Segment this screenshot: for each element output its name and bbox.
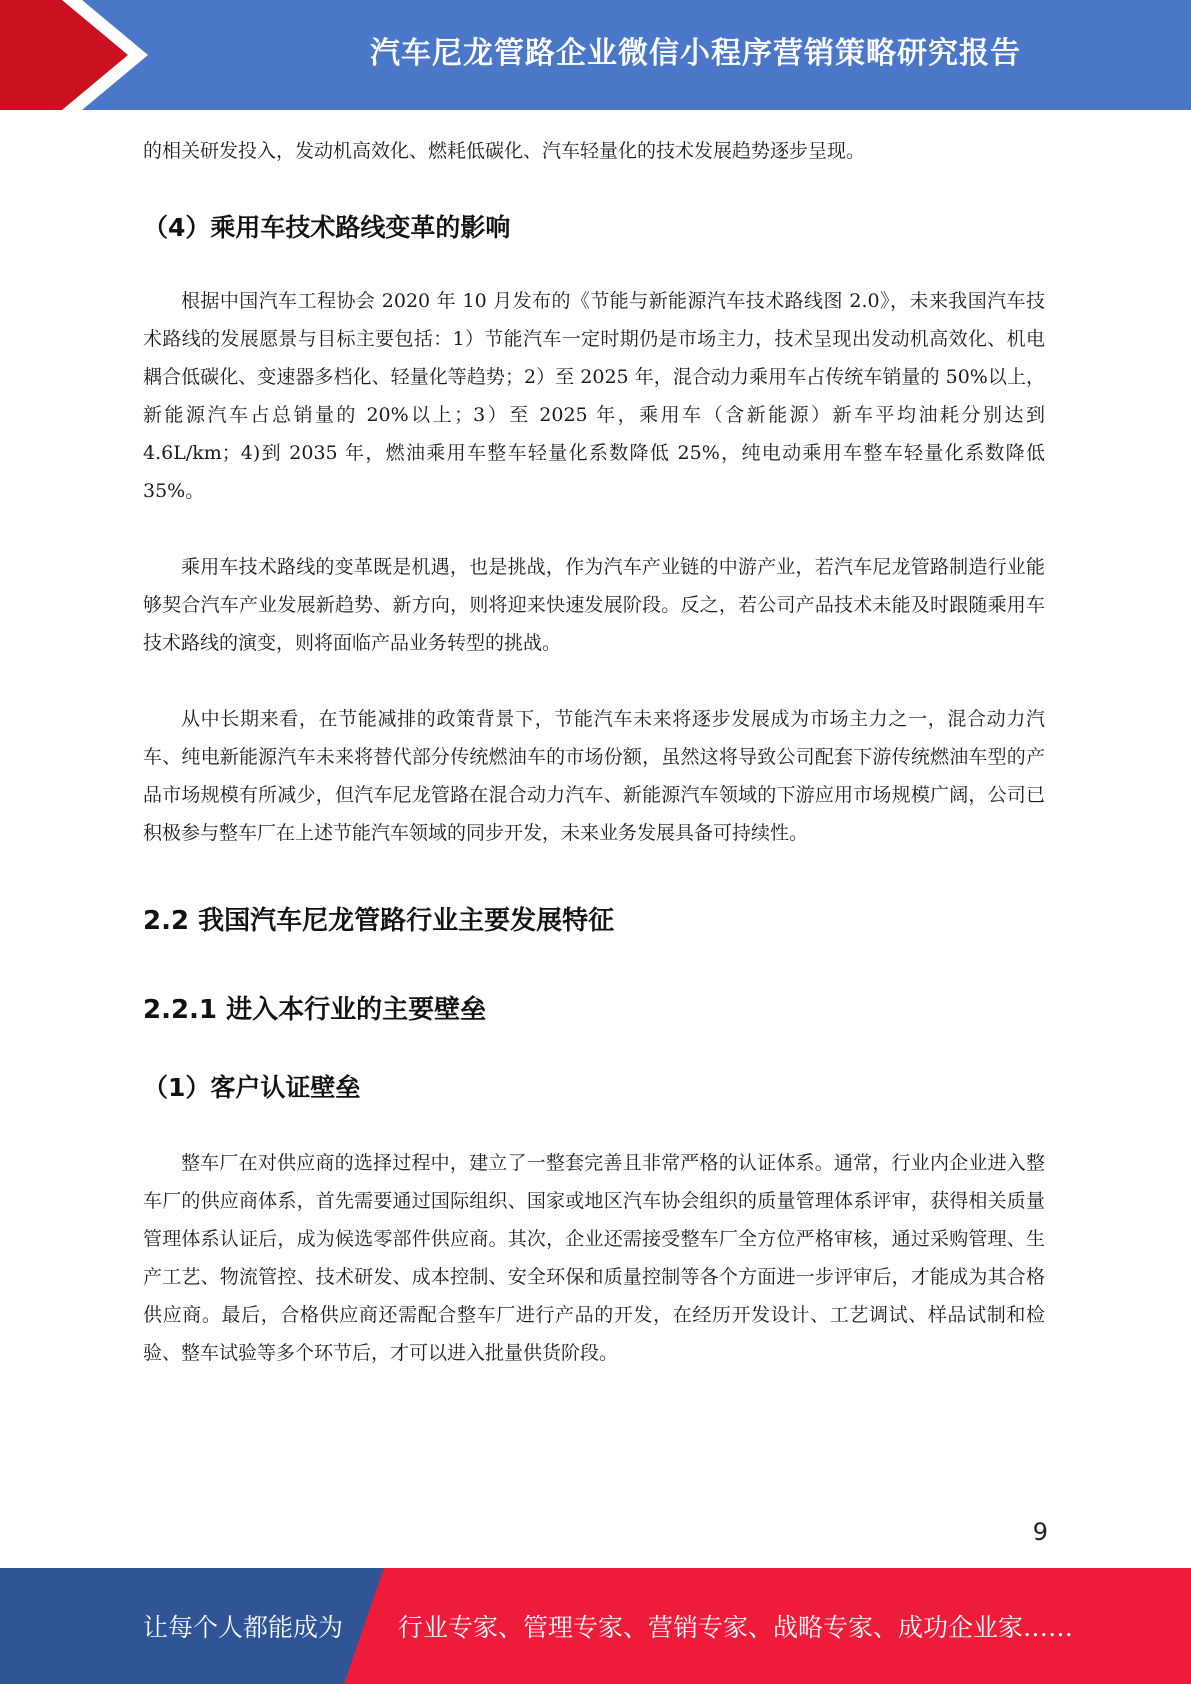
paragraph-opportunity-challenge: 乘用车技术路线的变革既是机遇，也是挑战，作为汽车产业链的中游产业，若汽车尼龙管路制造行业能够契合汽车产业发展新趋势、新方向，则将迎来快速发展阶段。反之，若公司产品技术未能及时跟随乘用车技术路线的演变，则将面临产品业务转型的挑战。 <box>143 556 1045 654</box>
document-body <box>143 132 1045 1372</box>
page-header <box>0 0 1191 110</box>
footer-slogan-right: 行业专家、管理专家、营销专家、战略专家、成功企业家…… <box>398 1613 1074 1642</box>
page-footer <box>0 1568 1191 1684</box>
paragraph-long-term-outlook: 从中长期来看，在节能减排的政策背景下，节能汽车未来将逐步发展成为市场主力之一，混合动力汽车、纯电新能源汽车未来将替代部分传统燃油车的市场份额，虽然这将导致公司配套下游传统燃油车型的产品市场规模有所减少，但汽车尼龙管路在混合动力汽车、新能源汽车领域的下游应用市场规模广阔，公司已积极参与整车厂在上述节能汽车领域的同步开发，未来业务发展具备可持续性。 <box>143 708 1045 844</box>
subheading-tech-route-impact: （4）乘用车技术路线变革的影响 <box>143 213 511 242</box>
report-title: 汽车尼龙管路企业微信小程序营销策略研究报告 <box>370 36 1021 71</box>
page-number: 9 <box>1032 1518 1048 1546</box>
subheading-customer-certification: （1）客户认证壁垒 <box>143 1073 361 1102</box>
paragraph-tech-roadmap: 根据中国汽车工程协会 2020 年 10 月发布的《节能与新能源汽车技术路线图 2.0》，未来我国汽车技术路线的发展愿景与目标主要包括：1）节能汽车一定时期仍是市场主力，技术呈现出发动机高效化、机电耦合低碳化、变速器多档化、轻量化等趋势；2）至 2025 年，混合动力乘用车占传统车销量的 50%以上，新能源汽车占总销量的 20%以上；3）至 2025 年，乘用车（含新能源）新车平均油耗分别达到 4.6L/km；4)到 2035 年，燃油乘用车整车轻量化系数降低 25%，纯电动乘用车整车轻量化系数降低 35%。 <box>143 290 1045 502</box>
section-heading-2-2-1: 2.2.1 进入本行业的主要壁垒 <box>143 995 487 1025</box>
section-heading-2-2: 2.2 我国汽车尼龙管路行业主要发展特征 <box>143 906 615 936</box>
footer-slogan-left: 让每个人都能成为 <box>143 1613 344 1642</box>
paragraph-continued: 的相关研发投入，发动机高效化、燃耗低碳化、汽车轻量化的技术发展趋势逐步呈现。 <box>143 140 866 162</box>
paragraph-customer-certification: 整车厂在对供应商的选择过程中，建立了一整套完善且非常严格的认证体系。通常，行业内企业进入整车厂的供应商体系，首先需要通过国际组织、国家或地区汽车协会组织的质量管理体系评审，获得相关质量管理体系认证后，成为候选零部件供应商。其次，企业还需接受整车厂全方位严格审核，通过采购管理、生产工艺、物流管控、技术研发、成本控制、安全环保和质量控制等各个方面进一步评审后，才能成为其合格供应商。最后，合格供应商还需配合整车厂进行产品的开发，在经历开发设计、工艺调试、样品试制和检验、整车试验等多个环节后，才可以进入批量供货阶段。 <box>143 1152 1045 1364</box>
